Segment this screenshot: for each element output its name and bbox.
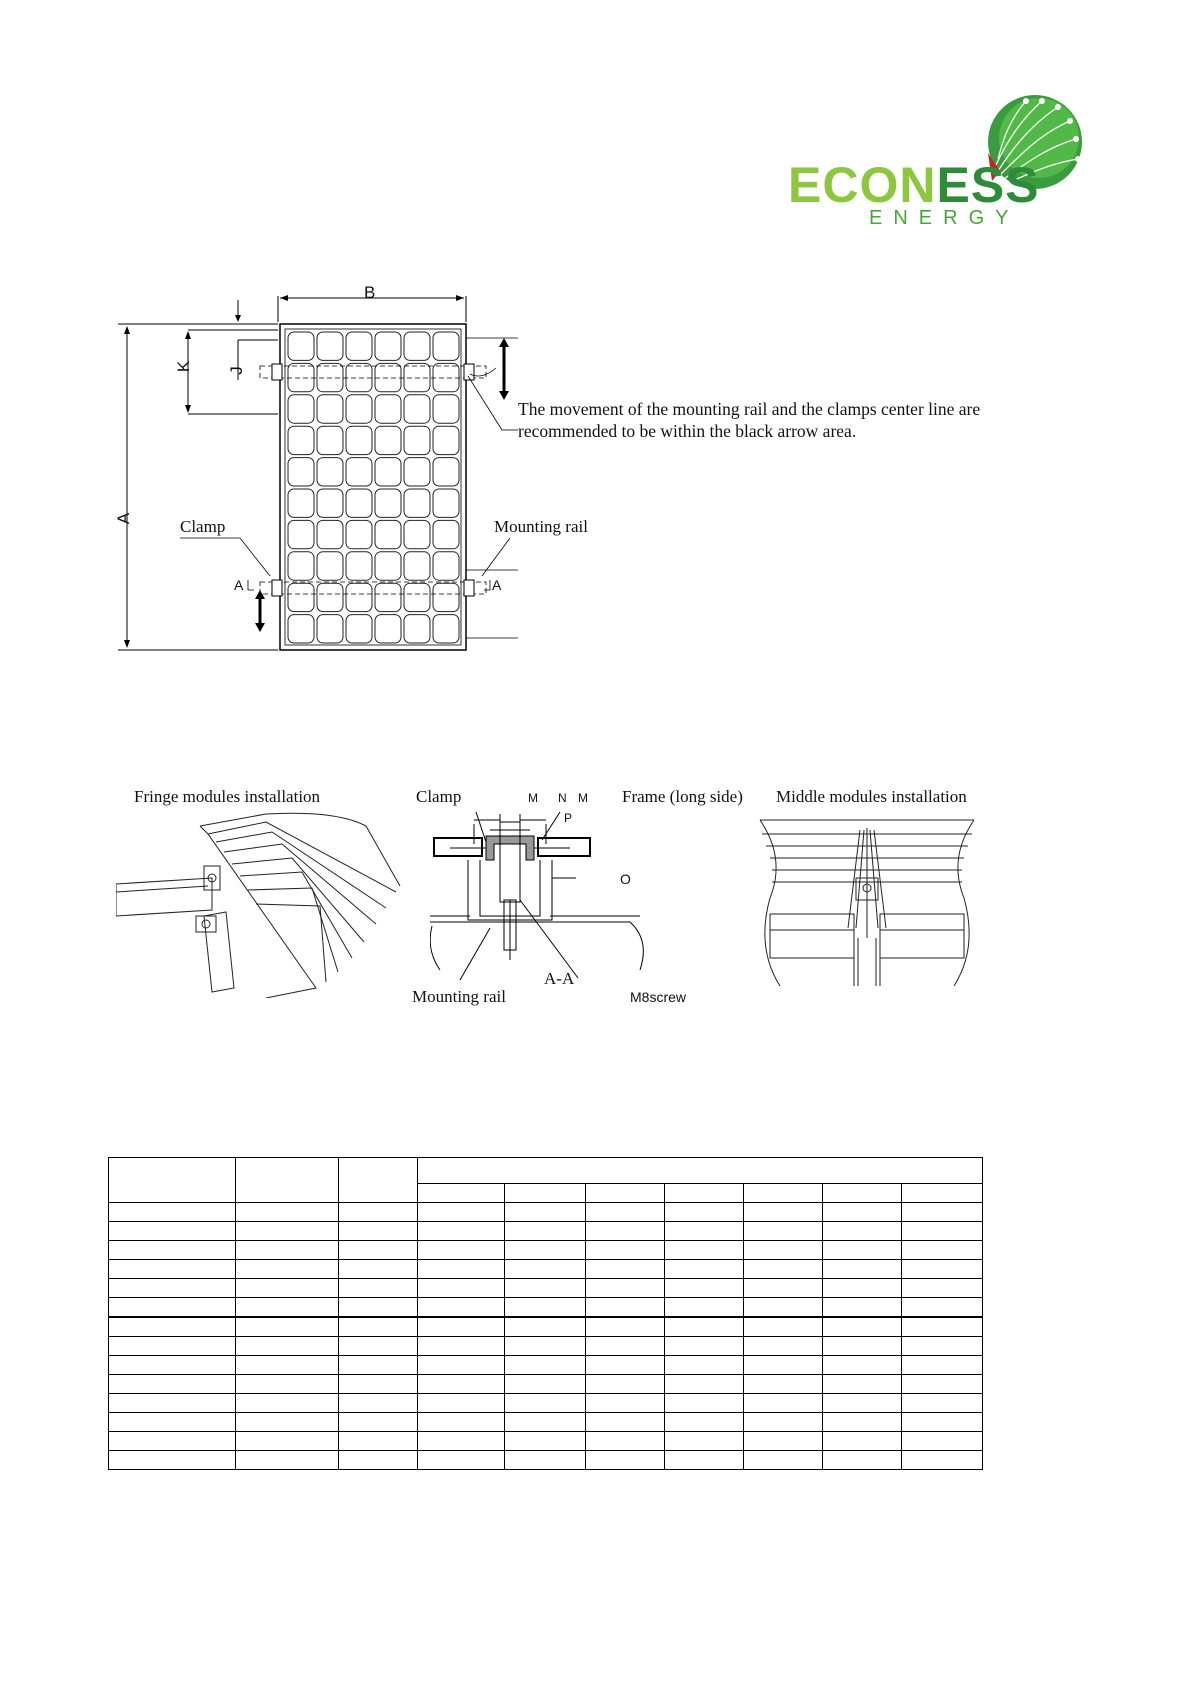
- table-header-row: [109, 1158, 983, 1184]
- subheader-cell: [586, 1184, 665, 1203]
- table-cell: [418, 1279, 505, 1298]
- table-cell: [418, 1222, 505, 1241]
- table-cell: [505, 1356, 586, 1375]
- table-cell: [109, 1375, 236, 1394]
- table-row: [109, 1317, 983, 1337]
- table-cell: [665, 1356, 744, 1375]
- table-cell: [744, 1203, 823, 1222]
- header-cell: [236, 1158, 339, 1203]
- table-cell: [339, 1375, 418, 1394]
- table-cell: [902, 1298, 983, 1318]
- panel-mounting-diagram: [110, 280, 540, 660]
- table-cell: [665, 1394, 744, 1413]
- table-cell: [665, 1241, 744, 1260]
- table-cell: [109, 1394, 236, 1413]
- table-cell: [236, 1279, 339, 1298]
- fringe-title: Fringe modules installation: [134, 787, 321, 806]
- table-cell: [109, 1432, 236, 1451]
- mounting-note: The movement of the mounting rail and the clamps center line are recommended to be within the black arrow area.: [518, 399, 981, 441]
- dim-n: N: [558, 791, 567, 805]
- table-cell: [902, 1203, 983, 1222]
- table-cell: [418, 1241, 505, 1260]
- table-cell: [505, 1432, 586, 1451]
- table-cell: [236, 1432, 339, 1451]
- clamp-cross-section: [430, 800, 690, 990]
- table-row: [109, 1356, 983, 1375]
- table-cell: [823, 1279, 902, 1298]
- table-cell: [109, 1203, 236, 1222]
- section-a-right: A: [492, 577, 502, 593]
- table-cell: [744, 1241, 823, 1260]
- table-row: [109, 1241, 983, 1260]
- table-cell: [665, 1375, 744, 1394]
- table-cell: [109, 1298, 236, 1318]
- table-cell: [418, 1337, 505, 1356]
- table-cell: [586, 1432, 665, 1451]
- table-cell: [505, 1260, 586, 1279]
- table-cell: [586, 1298, 665, 1318]
- dim-a-label: A: [114, 512, 134, 525]
- table-cell: [744, 1279, 823, 1298]
- table-cell: [665, 1337, 744, 1356]
- table-cell: [339, 1337, 418, 1356]
- table-cell: [902, 1337, 983, 1356]
- frame-label: Frame (long side): [622, 787, 743, 806]
- table-cell: [339, 1279, 418, 1298]
- section-a-left: A: [234, 577, 244, 593]
- table-cell: [236, 1337, 339, 1356]
- table-cell: [236, 1203, 339, 1222]
- dim-o: O: [620, 871, 631, 887]
- table-cell: [339, 1222, 418, 1241]
- table-cell: [744, 1375, 823, 1394]
- table-row: [109, 1451, 983, 1470]
- table-cell: [744, 1298, 823, 1318]
- table-cell: [902, 1451, 983, 1470]
- table-cell: [109, 1413, 236, 1432]
- mounting-rail-label: Mounting rail: [494, 517, 588, 536]
- table-cell: [823, 1222, 902, 1241]
- table-cell: [823, 1203, 902, 1222]
- table-cell: [902, 1375, 983, 1394]
- table-cell: [236, 1394, 339, 1413]
- table-row: [109, 1260, 983, 1279]
- header-cell: [418, 1158, 983, 1184]
- table-cell: [418, 1317, 505, 1337]
- table-cell: [586, 1203, 665, 1222]
- table-cell: [586, 1317, 665, 1337]
- dim-p: P: [564, 811, 573, 825]
- table-cell: [339, 1432, 418, 1451]
- table-cell: [505, 1394, 586, 1413]
- table-cell: [236, 1317, 339, 1337]
- table-cell: [586, 1413, 665, 1432]
- table-cell: [339, 1413, 418, 1432]
- table-cell: [339, 1317, 418, 1337]
- table-cell: [665, 1260, 744, 1279]
- table-cell: [823, 1356, 902, 1375]
- table-cell: [665, 1413, 744, 1432]
- table-cell: [586, 1375, 665, 1394]
- table-cell: [823, 1260, 902, 1279]
- table-cell: [586, 1260, 665, 1279]
- table-cell: [505, 1375, 586, 1394]
- subheader-cell: [902, 1184, 983, 1203]
- table-cell: [902, 1413, 983, 1432]
- table-cell: [236, 1356, 339, 1375]
- table-cell: [586, 1279, 665, 1298]
- table-cell: [505, 1241, 586, 1260]
- table-cell: [902, 1260, 983, 1279]
- subheader-cell: [505, 1184, 586, 1203]
- table-cell: [902, 1432, 983, 1451]
- table-cell: [236, 1222, 339, 1241]
- dim-m2: M: [578, 791, 588, 805]
- table-cell: [823, 1337, 902, 1356]
- table-cell: [902, 1241, 983, 1260]
- table-cell: [505, 1413, 586, 1432]
- table-cell: [744, 1413, 823, 1432]
- table-cell: [505, 1451, 586, 1470]
- table-cell: [902, 1279, 983, 1298]
- table-cell: [505, 1222, 586, 1241]
- table-cell: [236, 1451, 339, 1470]
- clamp-label: Clamp: [180, 517, 226, 536]
- table-cell: [339, 1451, 418, 1470]
- table-cell: [109, 1241, 236, 1260]
- table-cell: [236, 1260, 339, 1279]
- table-cell: [586, 1394, 665, 1413]
- table-cell: [339, 1356, 418, 1375]
- table-cell: [586, 1451, 665, 1470]
- table-cell: [505, 1337, 586, 1356]
- header-cell: [339, 1158, 418, 1203]
- logo-econ-text: ECON: [788, 157, 937, 213]
- spec-table: [108, 1157, 983, 1470]
- table-cell: [109, 1260, 236, 1279]
- table-cell: [665, 1451, 744, 1470]
- table-cell: [586, 1356, 665, 1375]
- detail-rail-label: Mounting rail: [412, 987, 506, 1006]
- table-cell: [665, 1432, 744, 1451]
- table-row: [109, 1298, 983, 1318]
- detail-clamp-label: Clamp: [416, 787, 462, 806]
- table-cell: [744, 1260, 823, 1279]
- table-cell: [586, 1241, 665, 1260]
- subheader-cell: [823, 1184, 902, 1203]
- dim-m1: M: [528, 791, 538, 805]
- table-row: [109, 1432, 983, 1451]
- table-row: [109, 1394, 983, 1413]
- table-cell: [665, 1279, 744, 1298]
- table-cell: [418, 1432, 505, 1451]
- table-cell: [418, 1203, 505, 1222]
- table-cell: [109, 1222, 236, 1241]
- table-cell: [109, 1337, 236, 1356]
- dim-k-label: K: [174, 360, 194, 373]
- dim-j-label: J: [226, 366, 246, 375]
- table-cell: [418, 1298, 505, 1318]
- table-cell: [744, 1317, 823, 1337]
- table-cell: [418, 1394, 505, 1413]
- table-row: [109, 1279, 983, 1298]
- table-cell: [665, 1203, 744, 1222]
- fringe-install-sketch: [116, 812, 402, 998]
- table-row: [109, 1222, 983, 1241]
- middle-title: Middle modules installation: [776, 787, 967, 806]
- table-cell: [823, 1375, 902, 1394]
- table-cell: [823, 1432, 902, 1451]
- logo-subtitle: ENERGY: [869, 207, 1020, 229]
- table-cell: [505, 1317, 586, 1337]
- table-cell: [418, 1375, 505, 1394]
- section-aa-label: A-A: [544, 969, 575, 988]
- table-cell: [902, 1356, 983, 1375]
- table-cell: [339, 1241, 418, 1260]
- table-cell: [418, 1451, 505, 1470]
- table-cell: [339, 1298, 418, 1318]
- econess-logo: [780, 88, 1080, 228]
- table-cell: [109, 1279, 236, 1298]
- table-cell: [744, 1432, 823, 1451]
- table-row: [109, 1375, 983, 1394]
- middle-install-sketch: [756, 818, 978, 986]
- table-cell: [902, 1394, 983, 1413]
- table-cell: [586, 1337, 665, 1356]
- table-cell: [418, 1356, 505, 1375]
- table-row: [109, 1413, 983, 1432]
- table-cell: [109, 1451, 236, 1470]
- table-cell: [505, 1298, 586, 1318]
- table-cell: [823, 1394, 902, 1413]
- table-cell: [665, 1298, 744, 1318]
- dim-b-label: B: [364, 283, 376, 302]
- table-cell: [109, 1317, 236, 1337]
- table-cell: [109, 1356, 236, 1375]
- table-cell: [744, 1451, 823, 1470]
- table-cell: [339, 1203, 418, 1222]
- table-row: [109, 1337, 983, 1356]
- table-cell: [665, 1222, 744, 1241]
- table-cell: [505, 1203, 586, 1222]
- table-cell: [236, 1241, 339, 1260]
- table-cell: [505, 1279, 586, 1298]
- table-cell: [902, 1222, 983, 1241]
- subheader-cell: [665, 1184, 744, 1203]
- table-cell: [744, 1222, 823, 1241]
- screw-label: M8screw: [630, 989, 687, 1005]
- table-cell: [418, 1413, 505, 1432]
- table-cell: [823, 1317, 902, 1337]
- table-row: [109, 1203, 983, 1222]
- table-cell: [236, 1413, 339, 1432]
- table-cell: [823, 1451, 902, 1470]
- table-cell: [665, 1317, 744, 1337]
- header-cell: [109, 1158, 236, 1203]
- table-cell: [586, 1222, 665, 1241]
- table-cell: [744, 1394, 823, 1413]
- subheader-cell: [744, 1184, 823, 1203]
- table-cell: [823, 1241, 902, 1260]
- table-cell: [339, 1260, 418, 1279]
- table-cell: [823, 1413, 902, 1432]
- table-cell: [339, 1394, 418, 1413]
- table-cell: [236, 1375, 339, 1394]
- table-cell: [418, 1260, 505, 1279]
- table-cell: [744, 1337, 823, 1356]
- table-cell: [902, 1317, 983, 1337]
- subheader-cell: [418, 1184, 505, 1203]
- logo-ess-text: ESS: [936, 157, 1040, 213]
- table-cell: [823, 1298, 902, 1318]
- table-cell: [744, 1356, 823, 1375]
- table-cell: [236, 1298, 339, 1318]
